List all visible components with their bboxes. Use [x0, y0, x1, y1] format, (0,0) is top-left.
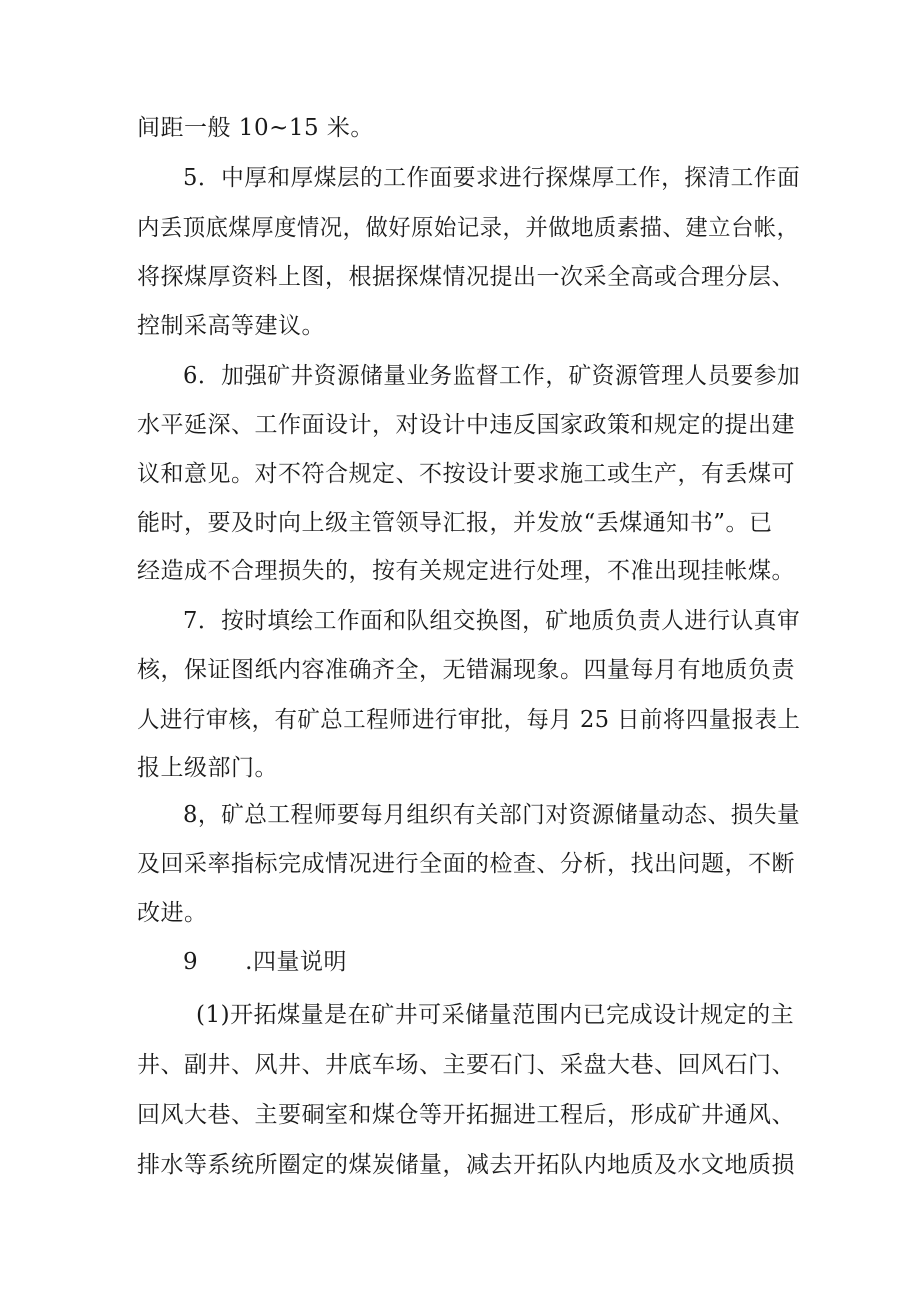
- text-line: 及回采率指标完成情况进行全面的检查、分析，找出问题，不断: [137, 851, 795, 877]
- text-line: 5．中厚和厚煤层的工作面要求进行探煤厚工作，探清工作面: [183, 165, 801, 191]
- text-line: 8，矿总工程师要每月组织有关部门对资源储量动态、损失量: [183, 802, 801, 828]
- text-line: 排水等系统所圈定的煤炭储量，减去开拓队内地质及水文地质损: [137, 1152, 795, 1178]
- text-line: 9 .四量说明: [183, 949, 347, 975]
- text-line: 水平延深、工作面设计，对设计中违反国家政策和规定的提出建: [137, 412, 795, 438]
- text-line: 控制采高等建议。: [137, 313, 325, 339]
- text-line: (1)开拓煤量是在矿井可采储量范围内已完成设计规定的主: [196, 1002, 795, 1028]
- text-line: 议和意见。对不符合规定、不按设计要求施工或生产，有丢煤可: [137, 461, 795, 487]
- text-line: 内丢顶底煤厚度情况，做好原始记录，并做地质素描、建立台帐，: [137, 215, 800, 241]
- text-line: 能时，要及时向上级主管领导汇报，并发放“丢煤通知书”。已: [137, 510, 773, 536]
- text-line: 经造成不合理损失的，按有关规定进行处理，不准出现挂帐煤。: [137, 558, 795, 584]
- text-line: 6．加强矿井资源储量业务监督工作，矿资源管理人员要参加: [183, 363, 801, 389]
- text-line: 7．按时填绘工作面和队组交换图，矿地质负责人进行认真审: [183, 608, 801, 634]
- text-line: 井、副井、风井、井底车场、主要石门、采盘大巷、回风石门、: [137, 1052, 795, 1078]
- text-line: 改进。: [137, 900, 208, 926]
- text-line: 报上级部门。: [137, 755, 278, 781]
- text-line: 人进行审核，有矿总工程师进行审批，每月 25 日前将四量报表上: [137, 707, 801, 733]
- text-line: 将探煤厚资料上图，根据探煤情况提出一次采全高或合理分层、: [137, 264, 795, 290]
- text-line: 间距一般 10~15 米。: [137, 115, 374, 141]
- text-line: 核，保证图纸内容准确齐全，无错漏现象。四量每月有地质负责: [137, 657, 795, 683]
- text-line: 回风大巷、主要硐室和煤仓等开拓掘进工程后，形成矿井通风、: [137, 1102, 795, 1128]
